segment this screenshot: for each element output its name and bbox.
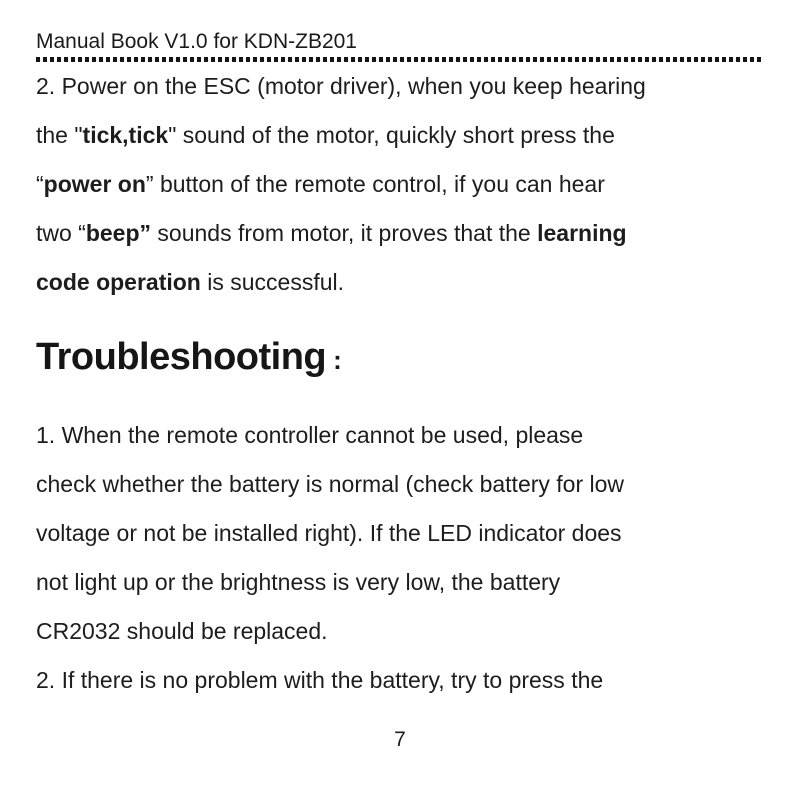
text-line [36,411,764,460]
text-segment: 1. When the remote controller cannot be used, please [36,422,584,448]
text-segment: is successful. [200,269,345,295]
text-segment: the " [36,122,83,148]
text-segment: 2. If there is no problem with the battery, try to press the [36,667,604,693]
text-line [36,160,764,209]
bold-text-segment: beep” [85,220,152,246]
text-segment: " sound of the motor, quickly short press the [168,122,615,148]
paragraph-power-on-instructions [36,62,764,307]
text-line [36,209,764,258]
text-line [36,607,764,656]
page-header [36,0,764,62]
page-number: 7 [394,728,406,751]
page-footer [36,726,764,754]
text-segment: two “ [36,220,86,246]
header-title: Manual Book V1.0 for KDN-ZB201 [36,30,357,53]
bold-text-segment: learning [537,220,627,246]
text-line [36,509,764,558]
bold-text-segment: tick,tick [82,122,169,148]
section-heading-troubleshooting [36,332,764,385]
text-segment: check whether the battery is normal (check battery for low [36,471,625,497]
text-segment: ” button of the remote control, if you can hear [145,171,605,197]
text-line [36,558,764,607]
heading-text: Troubleshooting [36,336,327,378]
text-segment: not light up or the brightness is very low, the battery [36,569,561,595]
bold-text-segment: power on [43,171,146,197]
bold-text-segment: code operation [36,269,201,295]
text-line [36,111,764,160]
text-segment: CR2032 should be replaced. [36,618,328,644]
text-line [36,656,764,705]
text-segment: sounds from motor, it proves that the [151,220,538,246]
paragraph-troubleshooting-steps [36,411,764,705]
text-line [36,258,764,307]
text-segment: “ [36,171,44,197]
text-segment: 2. Power on the ESC (motor driver), when you keep hearing [36,73,646,99]
text-line [36,62,764,111]
heading-colon: : [333,345,342,375]
text-line [36,460,764,509]
text-segment: voltage or not be installed right). If the LED indicator does [36,520,622,546]
